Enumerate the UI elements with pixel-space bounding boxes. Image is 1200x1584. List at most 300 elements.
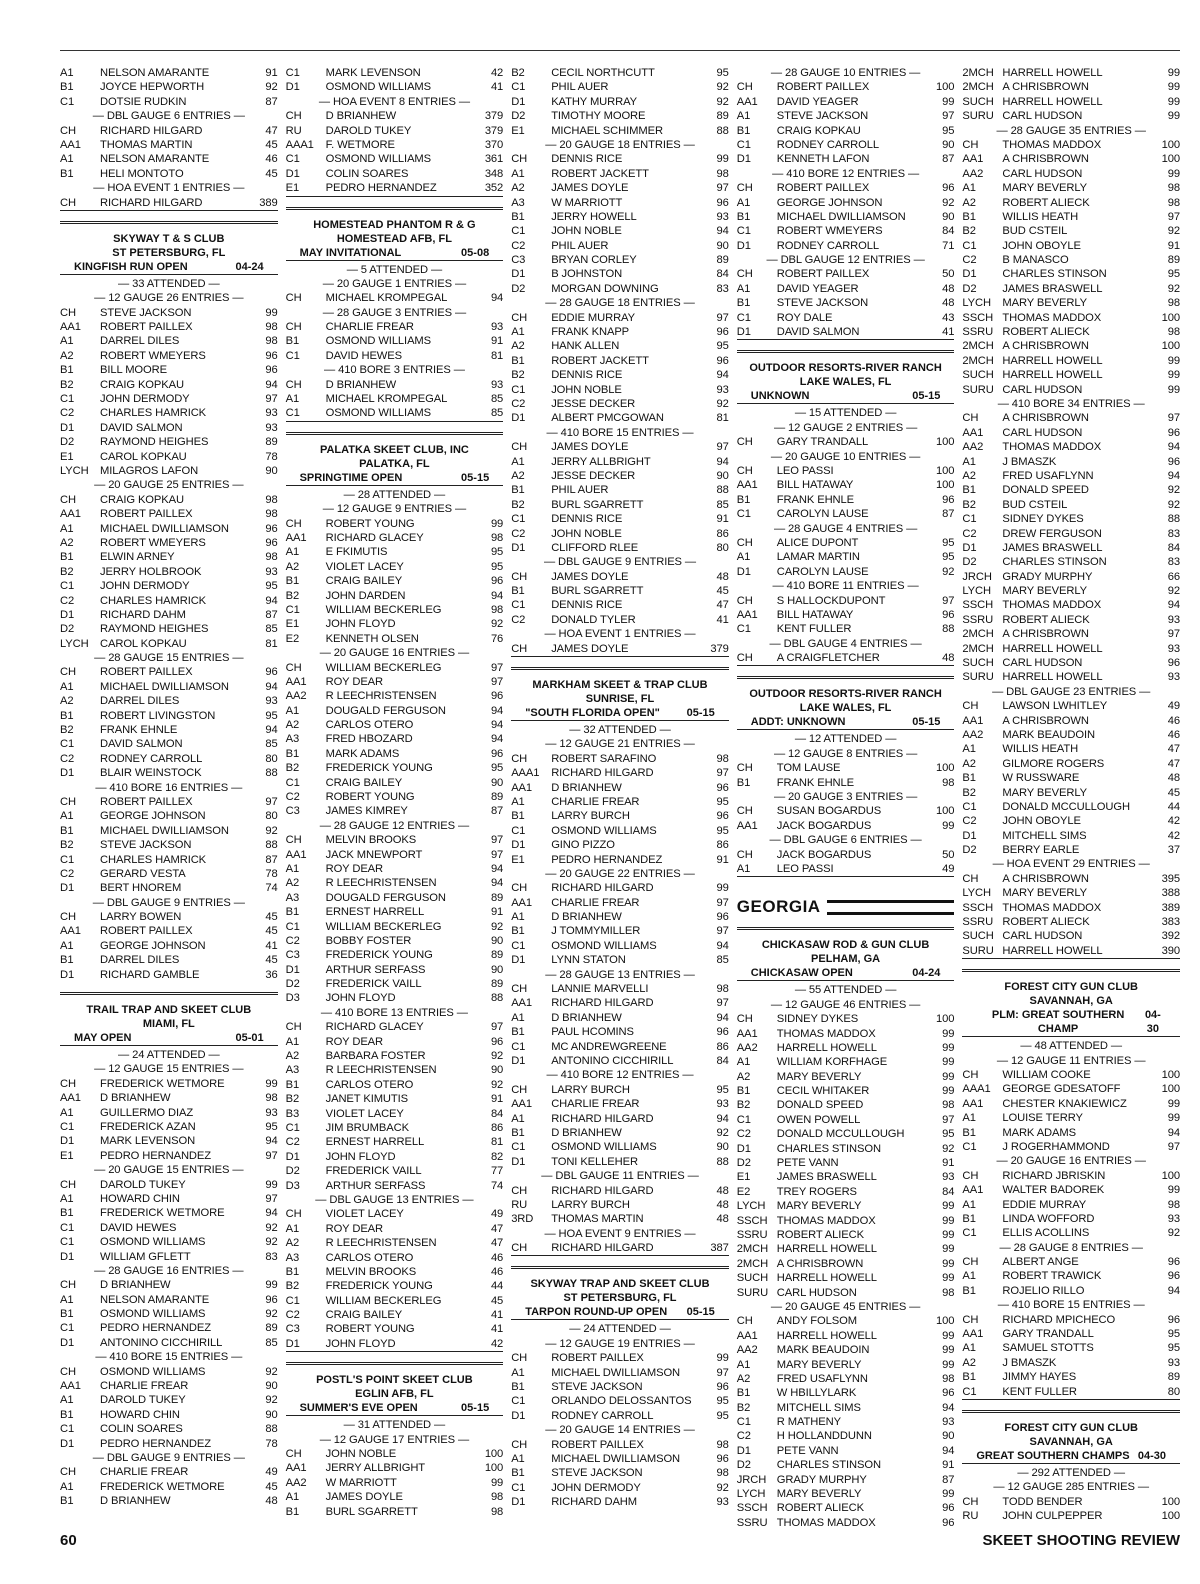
result-row	[60, 152, 278, 166]
class-code: B1	[60, 81, 74, 94]
class-code: D1	[511, 412, 526, 425]
shooter-name: JACK BOGARDUS	[776, 819, 872, 832]
shooter-name: JOHN FLOYD	[325, 992, 396, 1005]
club-header	[286, 207, 504, 261]
result-row	[286, 1265, 504, 1279]
score: 94	[490, 719, 504, 732]
result-row	[737, 138, 955, 152]
class-code: B1	[962, 1212, 976, 1225]
result-row	[286, 718, 504, 732]
class-code: AAA1	[962, 1083, 991, 1096]
shooter-name: ALBERT ANGE	[1002, 1256, 1079, 1269]
class-code: B1	[60, 1495, 74, 1508]
score: 96	[265, 666, 278, 679]
score: 96	[716, 1452, 729, 1465]
shooter-name: JERRY ALLBRIGHT	[325, 1462, 426, 1475]
result-row	[511, 896, 729, 910]
shooter-name: DENNIS RICE	[551, 513, 623, 526]
class-code: A2	[60, 349, 74, 362]
score: 94	[265, 594, 278, 607]
class-code: D2	[60, 436, 75, 449]
class-code: C1	[285, 603, 300, 616]
class-code: CH	[511, 441, 528, 454]
shooter-name: GILMORE ROGERS	[1002, 757, 1105, 770]
shooter-name: DAVID SALMON	[100, 738, 183, 751]
score: 95	[265, 580, 278, 593]
shooter-name: ROBERT TRAWICK	[1002, 1270, 1102, 1283]
result-row	[511, 1040, 729, 1054]
shooter-name: JOHN DERMODY	[551, 1481, 641, 1494]
result-row	[511, 1112, 729, 1126]
result-row	[286, 109, 504, 123]
club-location: SUNRISE, FL	[585, 693, 655, 706]
class-code: B1	[511, 210, 525, 223]
result-row	[962, 1226, 1180, 1240]
result-row	[962, 1068, 1180, 1082]
class-code: AA1	[736, 95, 758, 108]
class-code: CH	[962, 1169, 979, 1182]
score: 94	[265, 1207, 278, 1220]
class-code: A2	[962, 1356, 976, 1369]
class-code: B1	[511, 1026, 525, 1039]
score: 88	[265, 767, 278, 780]
class-code: B2	[60, 839, 74, 852]
score: 92	[265, 1308, 278, 1321]
shooter-name: LINDA WOFFORD	[1002, 1212, 1095, 1225]
class-code: AA1	[285, 531, 307, 544]
result-row	[962, 167, 1180, 181]
class-code: C1	[511, 383, 526, 396]
class-code: D1	[60, 1336, 75, 1349]
score: 96	[942, 182, 955, 195]
score: 88	[265, 1423, 278, 1436]
score: 95	[716, 795, 729, 808]
result-row	[60, 1235, 278, 1249]
shooter-name: CARL HUDSON	[1002, 383, 1083, 396]
event-subheader: — 410 BORE 15 ENTRIES —	[546, 426, 694, 439]
result-row	[737, 848, 955, 862]
shooter-name: JAMES KIMREY	[325, 805, 408, 818]
event-subheader: — 410 BORE 16 ENTRIES —	[95, 781, 243, 794]
score: 93	[265, 565, 278, 578]
class-code: B1	[736, 124, 751, 137]
class-code: CH	[736, 464, 753, 477]
class-code: AA1	[736, 1027, 758, 1040]
result-row	[737, 239, 955, 253]
score: 48	[942, 282, 955, 295]
score: 94	[490, 589, 504, 602]
score: 92	[265, 81, 278, 94]
class-code: SSRU	[736, 1229, 768, 1241]
result-row	[511, 368, 729, 382]
result-row	[511, 80, 729, 94]
result-row	[962, 584, 1180, 598]
state-name: GEORGIA	[736, 897, 821, 917]
result-row	[60, 435, 278, 449]
shooter-name: ANTONINO CICCHIRILL	[551, 1055, 674, 1067]
shooter-name: GARY TRANDALL	[1002, 1328, 1094, 1341]
result-row	[737, 95, 955, 109]
score: 96	[1167, 426, 1180, 439]
score: 95	[942, 551, 955, 564]
score: 88	[942, 623, 955, 636]
class-code: B2	[285, 762, 300, 775]
club-name: POSTL'S POINT SKEET CLUB	[316, 1374, 473, 1387]
result-row	[511, 196, 729, 210]
class-code: AA2	[962, 728, 984, 741]
shooter-name: DENNIS RICE	[551, 153, 623, 166]
class-code: B1	[285, 335, 300, 348]
shooter-name: FRANK KNAPP	[551, 326, 630, 339]
score: 99	[1167, 81, 1180, 94]
class-code: SSCH	[736, 1214, 768, 1227]
shooter-name: WILLIAM KORFHAGE	[776, 1056, 888, 1069]
score: 97	[942, 594, 955, 607]
shooter-name: WALTER BADOREK	[1002, 1184, 1105, 1197]
shooter-name: ROBERT LIVINGSTON	[100, 709, 216, 722]
score: 99	[1167, 1112, 1180, 1125]
shooter-name: OSMOND WILLIAMS	[551, 1141, 657, 1154]
shooter-name: KENNETH LAFON	[776, 153, 870, 166]
event-subheader: — 33 ATTENDED —	[118, 277, 220, 290]
shooter-name: WILLIAM BECKERLEG	[325, 920, 442, 933]
class-code: B2	[962, 225, 976, 238]
shooter-name: MARY BEVERLY	[776, 1488, 862, 1501]
shooter-name: A CHRISBROWN	[1002, 340, 1089, 353]
score: 49	[490, 1208, 504, 1221]
event-subheader: — HOA EVENT 29 ENTRIES —	[992, 858, 1150, 871]
event-subheader: — 20 GAUGE 14 ENTRIES —	[545, 1424, 695, 1437]
score: 45	[716, 585, 729, 598]
result-row	[737, 608, 955, 622]
shooter-name: FREDERICK WETMORE	[100, 1480, 225, 1493]
score: 93	[942, 1416, 955, 1429]
result-row	[511, 325, 729, 339]
class-code: B1	[962, 1371, 976, 1384]
shooter-name: ELLIS ACOLLINS	[1002, 1227, 1090, 1240]
shooter-name: CHARLES STINSON	[776, 1142, 881, 1155]
class-code: C1	[511, 824, 526, 837]
score: 93	[716, 1098, 729, 1111]
event-subheader: — 28 GAUGE 3 ENTRIES —	[322, 306, 467, 319]
class-code: CH	[60, 124, 76, 137]
class-code: CH	[962, 1495, 979, 1508]
shooter-name: OSMOND WILLIAMS	[325, 81, 432, 94]
shooter-name: HARRELL HOWELL	[1002, 944, 1103, 957]
class-code: B2	[60, 378, 74, 391]
event-subheader: — HOA EVENT 9 ENTRIES —	[544, 1227, 696, 1240]
score: 89	[490, 891, 504, 904]
shooter-name: MARY BEVERLY	[1002, 182, 1087, 195]
score: 94	[1167, 441, 1180, 454]
score: 83	[1167, 527, 1180, 540]
score: 89	[1167, 254, 1180, 267]
score: 94	[1167, 1284, 1180, 1297]
class-code: SSRU	[962, 613, 994, 626]
shooter-name: RICHARD HILGARD	[551, 1184, 654, 1197]
shooter-name: ROY DEAR	[325, 1222, 384, 1235]
score: 98	[716, 983, 729, 996]
score: 88	[716, 124, 729, 137]
score: 94	[716, 369, 729, 382]
shooter-name: THOMAS MADDOX	[1002, 311, 1102, 324]
class-code: CH	[736, 594, 753, 607]
shooter-name: CHARLES HAMRICK	[100, 853, 207, 866]
score: 45	[490, 1294, 504, 1307]
result-row	[286, 776, 504, 790]
class-code: D2	[962, 556, 977, 569]
result-row	[511, 210, 729, 224]
score: 44	[1167, 800, 1180, 813]
club-header	[286, 432, 504, 486]
result-row	[737, 1041, 955, 1055]
shooter-name: JOHN DARDEN	[325, 589, 406, 602]
shooter-name: W MARRIOTT	[325, 1476, 397, 1489]
shooter-name: DAROLD TUKEY	[100, 1178, 186, 1191]
result-row	[737, 1199, 955, 1213]
score: 93	[942, 1171, 955, 1184]
score: 100	[1161, 311, 1180, 324]
class-code: C1	[736, 225, 751, 238]
score: 98	[716, 752, 729, 765]
result-row	[962, 1169, 1180, 1183]
score: 66	[1167, 570, 1180, 583]
class-code: B2	[285, 589, 300, 602]
shooter-name: CRAIG KOPKAU	[100, 493, 184, 506]
class-code: CH	[736, 848, 753, 861]
class-code: SURU	[962, 110, 994, 123]
shooter-name: EDDIE MURRAY	[1002, 1198, 1087, 1211]
result-row	[286, 790, 504, 804]
score: 99	[1167, 369, 1180, 382]
class-code: CH	[285, 378, 302, 391]
score: 97	[490, 1021, 504, 1034]
shooter-name: CARL HUDSON	[1002, 110, 1083, 123]
score: 48	[1167, 772, 1180, 785]
score: 85	[716, 498, 729, 511]
shooter-name: RICHARD HILGARD	[551, 1242, 654, 1255]
shooter-name: DONALD TYLER	[551, 613, 636, 626]
shooter-name: PEDRO HERNANDEZ	[551, 853, 663, 866]
class-code: A1	[60, 1192, 74, 1205]
score: 100	[1161, 138, 1180, 151]
class-code: A3	[511, 196, 525, 209]
result-row	[286, 920, 504, 934]
shooter-name: R LEECHRISTENSEN	[325, 1064, 437, 1077]
class-code: JRCH	[962, 570, 992, 583]
column-3	[511, 66, 729, 1516]
score: 100	[1161, 1169, 1180, 1182]
class-code: A1	[60, 1394, 74, 1407]
score: 379	[710, 642, 729, 655]
result-row	[60, 1106, 278, 1120]
class-code: D1	[511, 954, 526, 967]
score: 99	[942, 819, 955, 832]
result-row	[962, 95, 1180, 109]
score: 89	[716, 110, 729, 123]
class-code: CH	[962, 412, 979, 425]
shooter-name: THOMAS MARTIN	[551, 1213, 644, 1226]
result-row	[60, 853, 278, 867]
class-code: D1	[962, 541, 977, 554]
result-row	[286, 1279, 504, 1293]
score: 97	[716, 311, 729, 324]
shooter-name: THOMAS MADDOX	[1002, 901, 1102, 914]
score: 87	[942, 153, 955, 166]
result-row	[962, 1356, 1180, 1370]
shooter-name: ROBERT PAILLEX	[100, 666, 193, 679]
class-code: A1	[60, 1106, 74, 1119]
shooter-name: MICHAEL DWILLIAMSON	[100, 824, 229, 837]
shooter-name: STEVE JACKSON	[551, 1381, 643, 1394]
result-row	[962, 1495, 1180, 1509]
result-row	[60, 637, 278, 651]
class-code: C1	[736, 1416, 751, 1429]
result-row	[286, 531, 504, 545]
class-code: B1	[60, 364, 74, 377]
class-code: B1	[736, 493, 751, 506]
event-subheader: — 410 BORE 15 ENTRIES —	[997, 1299, 1145, 1312]
club-name: TRAIL TRAP AND SKEET CLUB	[86, 1004, 252, 1017]
shooter-name: DENNIS RICE	[551, 599, 623, 612]
score: 99	[490, 517, 504, 530]
result-row	[286, 378, 504, 392]
class-code: AA1	[962, 1328, 984, 1341]
class-code: AA2	[736, 1041, 758, 1054]
shooter-name: MARK BEAUDOIN	[776, 1344, 870, 1357]
shooter-name: CAROL KOPKAU	[100, 637, 187, 650]
result-row	[962, 138, 1180, 152]
class-code: C1	[511, 81, 526, 94]
class-code: AA1	[60, 321, 81, 334]
shooter-name: CLIFFORD RLEE	[551, 541, 639, 554]
class-code: A1	[285, 393, 300, 406]
class-code: A1	[736, 196, 751, 209]
class-code: C2	[285, 934, 300, 947]
class-code: 2MCH	[962, 340, 994, 353]
shooter-name: MICHAEL SCHIMMER	[551, 124, 663, 137]
result-row	[511, 124, 729, 138]
club-header	[286, 1362, 504, 1416]
class-code: A2	[60, 695, 74, 708]
score: 45	[265, 925, 278, 938]
result-row	[962, 1313, 1180, 1327]
result-row	[511, 1481, 729, 1495]
result-row	[511, 1466, 729, 1480]
class-code: AA1	[962, 153, 984, 166]
result-row	[511, 924, 729, 938]
score: 80	[265, 810, 278, 823]
score: 96	[716, 196, 729, 209]
result-row	[286, 1236, 504, 1250]
shooter-name: OSMOND WILLIAMS	[100, 1236, 206, 1249]
score: 48	[265, 1495, 278, 1508]
score: 93	[716, 383, 729, 396]
class-code: D2	[962, 844, 977, 857]
event-line	[511, 706, 729, 721]
shooter-name: KENT FULLER	[1002, 1385, 1077, 1398]
result-row	[962, 253, 1180, 267]
class-code: CH	[285, 1448, 302, 1461]
event-date: 04-30	[1137, 1449, 1166, 1462]
score: 98	[1167, 182, 1180, 195]
class-code: A1	[285, 1035, 300, 1048]
club-header	[962, 969, 1180, 1037]
event-subheader: — 12 GAUGE 46 ENTRIES —	[770, 998, 921, 1011]
shooter-name: JOHN FLOYD	[325, 1337, 396, 1350]
class-code: C2	[736, 1128, 751, 1141]
class-code: A1	[60, 939, 74, 952]
class-code: CH	[736, 436, 753, 449]
event-subheader: — 28 GAUGE 35 ENTRIES —	[996, 124, 1146, 137]
event-line	[737, 715, 955, 730]
result-row	[962, 440, 1180, 454]
result-row	[286, 1092, 504, 1106]
result-row	[511, 642, 729, 657]
score: 92	[490, 1078, 504, 1091]
score: 100	[936, 762, 955, 775]
score: 90	[942, 138, 955, 151]
score: 91	[265, 67, 278, 79]
result-row	[286, 138, 504, 152]
club-location: LAKE WALES, FL	[799, 376, 892, 389]
result-row	[962, 1082, 1180, 1096]
result-row	[737, 1142, 955, 1156]
class-code: AA1	[962, 426, 984, 439]
result-row	[286, 1251, 504, 1265]
result-row	[286, 833, 504, 847]
event-line	[286, 246, 504, 261]
shooter-name: NELSON AMARANTE	[100, 1293, 210, 1306]
event-date: 05-01	[235, 1032, 264, 1045]
event-subheader: — DBL GAUGE 9 ENTRIES —	[543, 556, 697, 569]
score: 41	[490, 1309, 504, 1322]
result-row	[962, 742, 1180, 756]
shooter-name: HARRELL HOWELL	[1002, 67, 1103, 79]
shooter-name: MARY BEVERLY	[1002, 786, 1087, 799]
club-location: EGLIN AFB, FL	[355, 1388, 434, 1401]
club-header	[737, 350, 955, 404]
result-row	[737, 565, 955, 579]
score: 99	[942, 1358, 955, 1371]
score: 95	[716, 1409, 729, 1422]
score: 98	[265, 551, 278, 564]
shooter-name: MILAGROS LAFON	[100, 464, 199, 477]
shooter-name: TONI KELLEHER	[551, 1155, 638, 1168]
result-row	[737, 464, 955, 478]
score: 96	[1167, 1270, 1180, 1283]
score: 90	[942, 1430, 955, 1443]
shooter-name: E FKIMUTIS	[325, 546, 388, 559]
event-subheader: — 28 GAUGE 16 ENTRIES —	[94, 1264, 244, 1277]
score: 44	[490, 1280, 504, 1293]
club-name: HOMESTEAD PHANTOM R & G	[313, 218, 476, 231]
shooter-name: HARRELL HOWELL	[1002, 642, 1103, 655]
class-code: C1	[736, 508, 751, 521]
event-name: CHICKASAW OPEN	[750, 967, 853, 980]
result-row	[60, 363, 278, 377]
shooter-name: BUD CSTEIL	[1002, 225, 1068, 238]
result-row	[737, 1458, 955, 1472]
shooter-name: D BRIANHEW	[100, 1092, 171, 1105]
class-code: B1	[511, 1126, 525, 1139]
class-code: A1	[511, 1112, 525, 1125]
class-code: B1	[60, 1308, 74, 1321]
class-code: 2MCH	[962, 628, 994, 641]
result-row	[511, 853, 729, 867]
result-row	[60, 1091, 278, 1105]
score: 46	[1167, 714, 1180, 727]
